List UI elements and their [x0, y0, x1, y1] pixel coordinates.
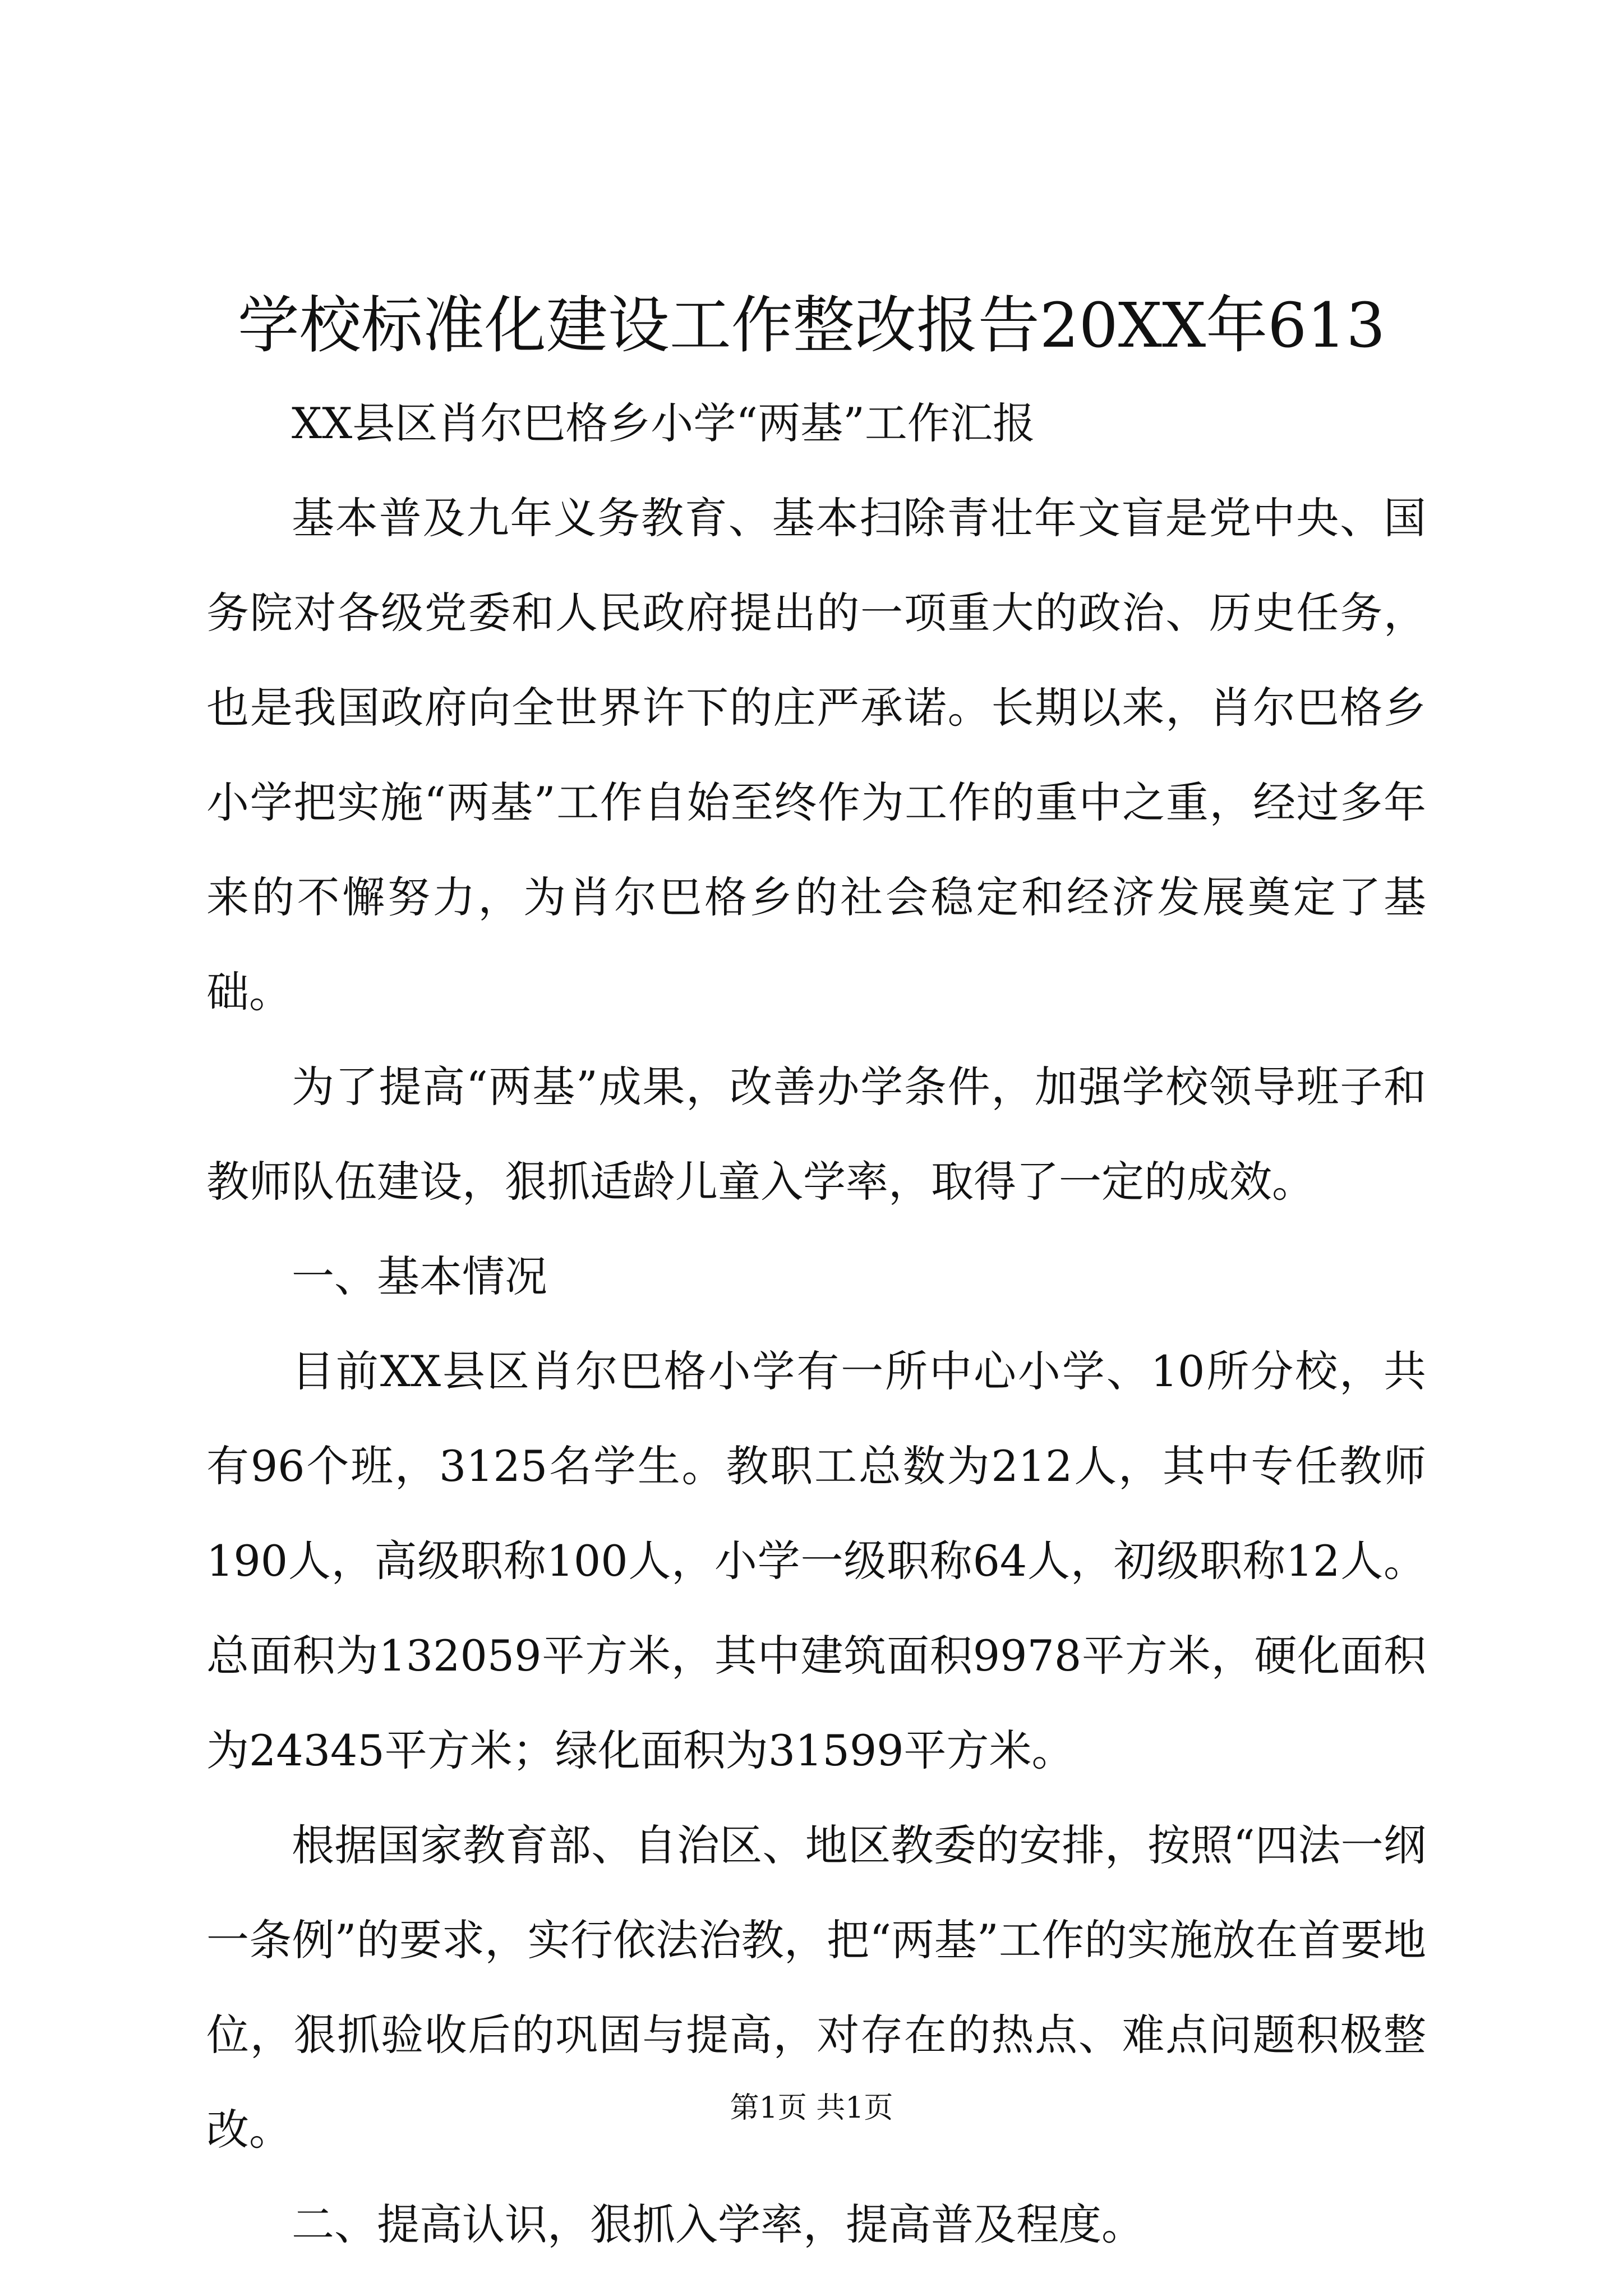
document-title: 学校标准化建设工作整改报告20XX年613 — [237, 289, 1386, 361]
document-body — [206, 376, 1426, 2272]
paragraph-intro: 基本普及九年义务教育、基本扫除青壮年文盲是党中央、国务院对各级党委和人民政府提出的一项重大的政治、历史任务，也是我国政府向全世界许下的庄严承诺。长期以来，肖尔巴格乡小学把实施“两基”工作自始至终作为工作的重中之重，经过多年来的不懈努力，为肖尔巴格乡的社会稳定和经济发展奠定了基础。 — [206, 493, 1426, 1017]
paragraph-achievements: 为了提高“两基”成果，改善办学条件，加强学校领导班子和教师队伍建设，狠抓适龄儿童入学率，取得了一定的成效。 — [206, 1062, 1426, 1207]
paragraph-basic-situation: 目前XX县区肖尔巴格小学有一所中心小学、10所分校，共有96个班，3125名学生。教职工总数为212人，其中专任教师190人，高级职称100人，小学一级职称64人，初级职称12人。总面积为132059平方米，其中建筑面积9978平方米，硬化面积为24345平方米；绿化面积为31599平方米。 — [206, 1346, 1426, 1775]
paragraph-policy: 根据国家教育部、自治区、地区教委的安排，按照“四法一纲一条例”的要求，实行依法治教，把“两基”工作的实施放在首要地位，狠抓验收后的巩固与提高，对存在的热点、难点问题积极整改。 — [206, 1820, 1426, 2155]
section-heading-enrollment: 二、提高认识，狠抓入学率，提高普及程度。 — [292, 2200, 1144, 2249]
page-footer: 第1页 共1页 — [730, 2091, 893, 2125]
paragraph-report-heading: XX县区肖尔巴格乡小学“两基”工作汇报 — [292, 398, 1035, 448]
section-heading-basic-situation: 一、基本情况 — [292, 1251, 547, 1301]
